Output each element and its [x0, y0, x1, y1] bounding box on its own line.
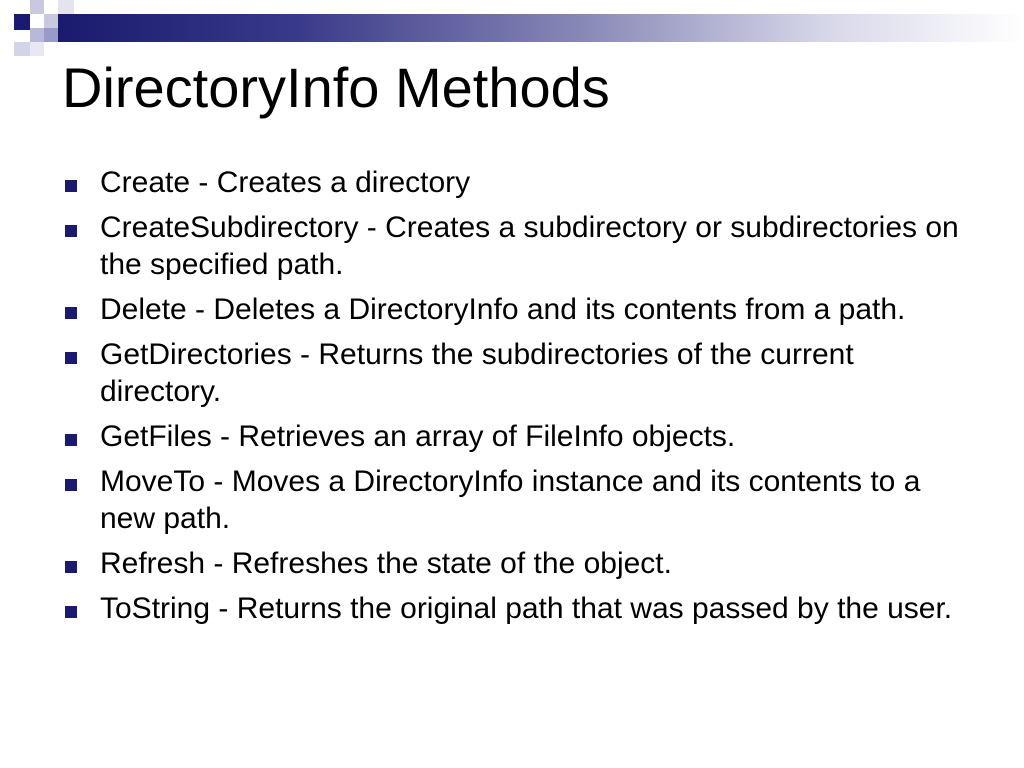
- corner-square-decoration: [30, 42, 44, 56]
- bullet-item: [62, 209, 972, 283]
- square-bullet-icon: [65, 561, 77, 573]
- square-bullet-icon: [65, 606, 77, 618]
- square-bullet-icon: [65, 307, 77, 319]
- corner-square-decoration: [44, 28, 58, 42]
- bullet-item: [62, 336, 972, 410]
- slide-title: DirectoryInfo Methods: [62, 56, 610, 119]
- bullet-item: [62, 164, 972, 201]
- header-gradient-bar: [58, 14, 1024, 42]
- bullet-text: GetDirectories - Returns the subdirectories of the current directory.: [100, 338, 854, 408]
- corner-square-decoration: [44, 14, 58, 28]
- square-bullet-icon: [65, 352, 77, 364]
- corner-square-decoration: [14, 42, 30, 56]
- bullet-text: ToString - Returns the original path that was passed by the user.: [100, 592, 953, 625]
- bullet-item: [62, 291, 972, 328]
- corner-square-decoration: [30, 28, 44, 42]
- square-bullet-icon: [65, 225, 77, 237]
- square-bullet-icon: [65, 479, 77, 491]
- bullet-item: [62, 545, 972, 582]
- bullet-text: Delete - Deletes a DirectoryInfo and its contents from a path.: [100, 293, 906, 326]
- bullet-text: MoveTo - Moves a DirectoryInfo instance and its contents to a new path.: [100, 465, 921, 535]
- bullet-text: CreateSubdirectory - Creates a subdirectory or subdirectories on the specified path.: [100, 211, 959, 281]
- bullet-list: [62, 164, 972, 635]
- square-bullet-icon: [65, 180, 77, 192]
- corner-square-decoration: [30, 0, 44, 14]
- corner-square-decoration: [14, 14, 30, 30]
- square-bullet-icon: [65, 434, 77, 446]
- bullet-text: GetFiles - Retrieves an array of FileInfo objects.: [100, 420, 736, 453]
- bullet-item: [62, 418, 972, 455]
- corner-square-decoration: [58, 0, 74, 14]
- bullet-text: Create - Creates a directory: [100, 166, 471, 199]
- bullet-item: [62, 590, 972, 627]
- bullet-item: [62, 463, 972, 537]
- bullet-text: Refresh - Refreshes the state of the object.: [100, 547, 672, 580]
